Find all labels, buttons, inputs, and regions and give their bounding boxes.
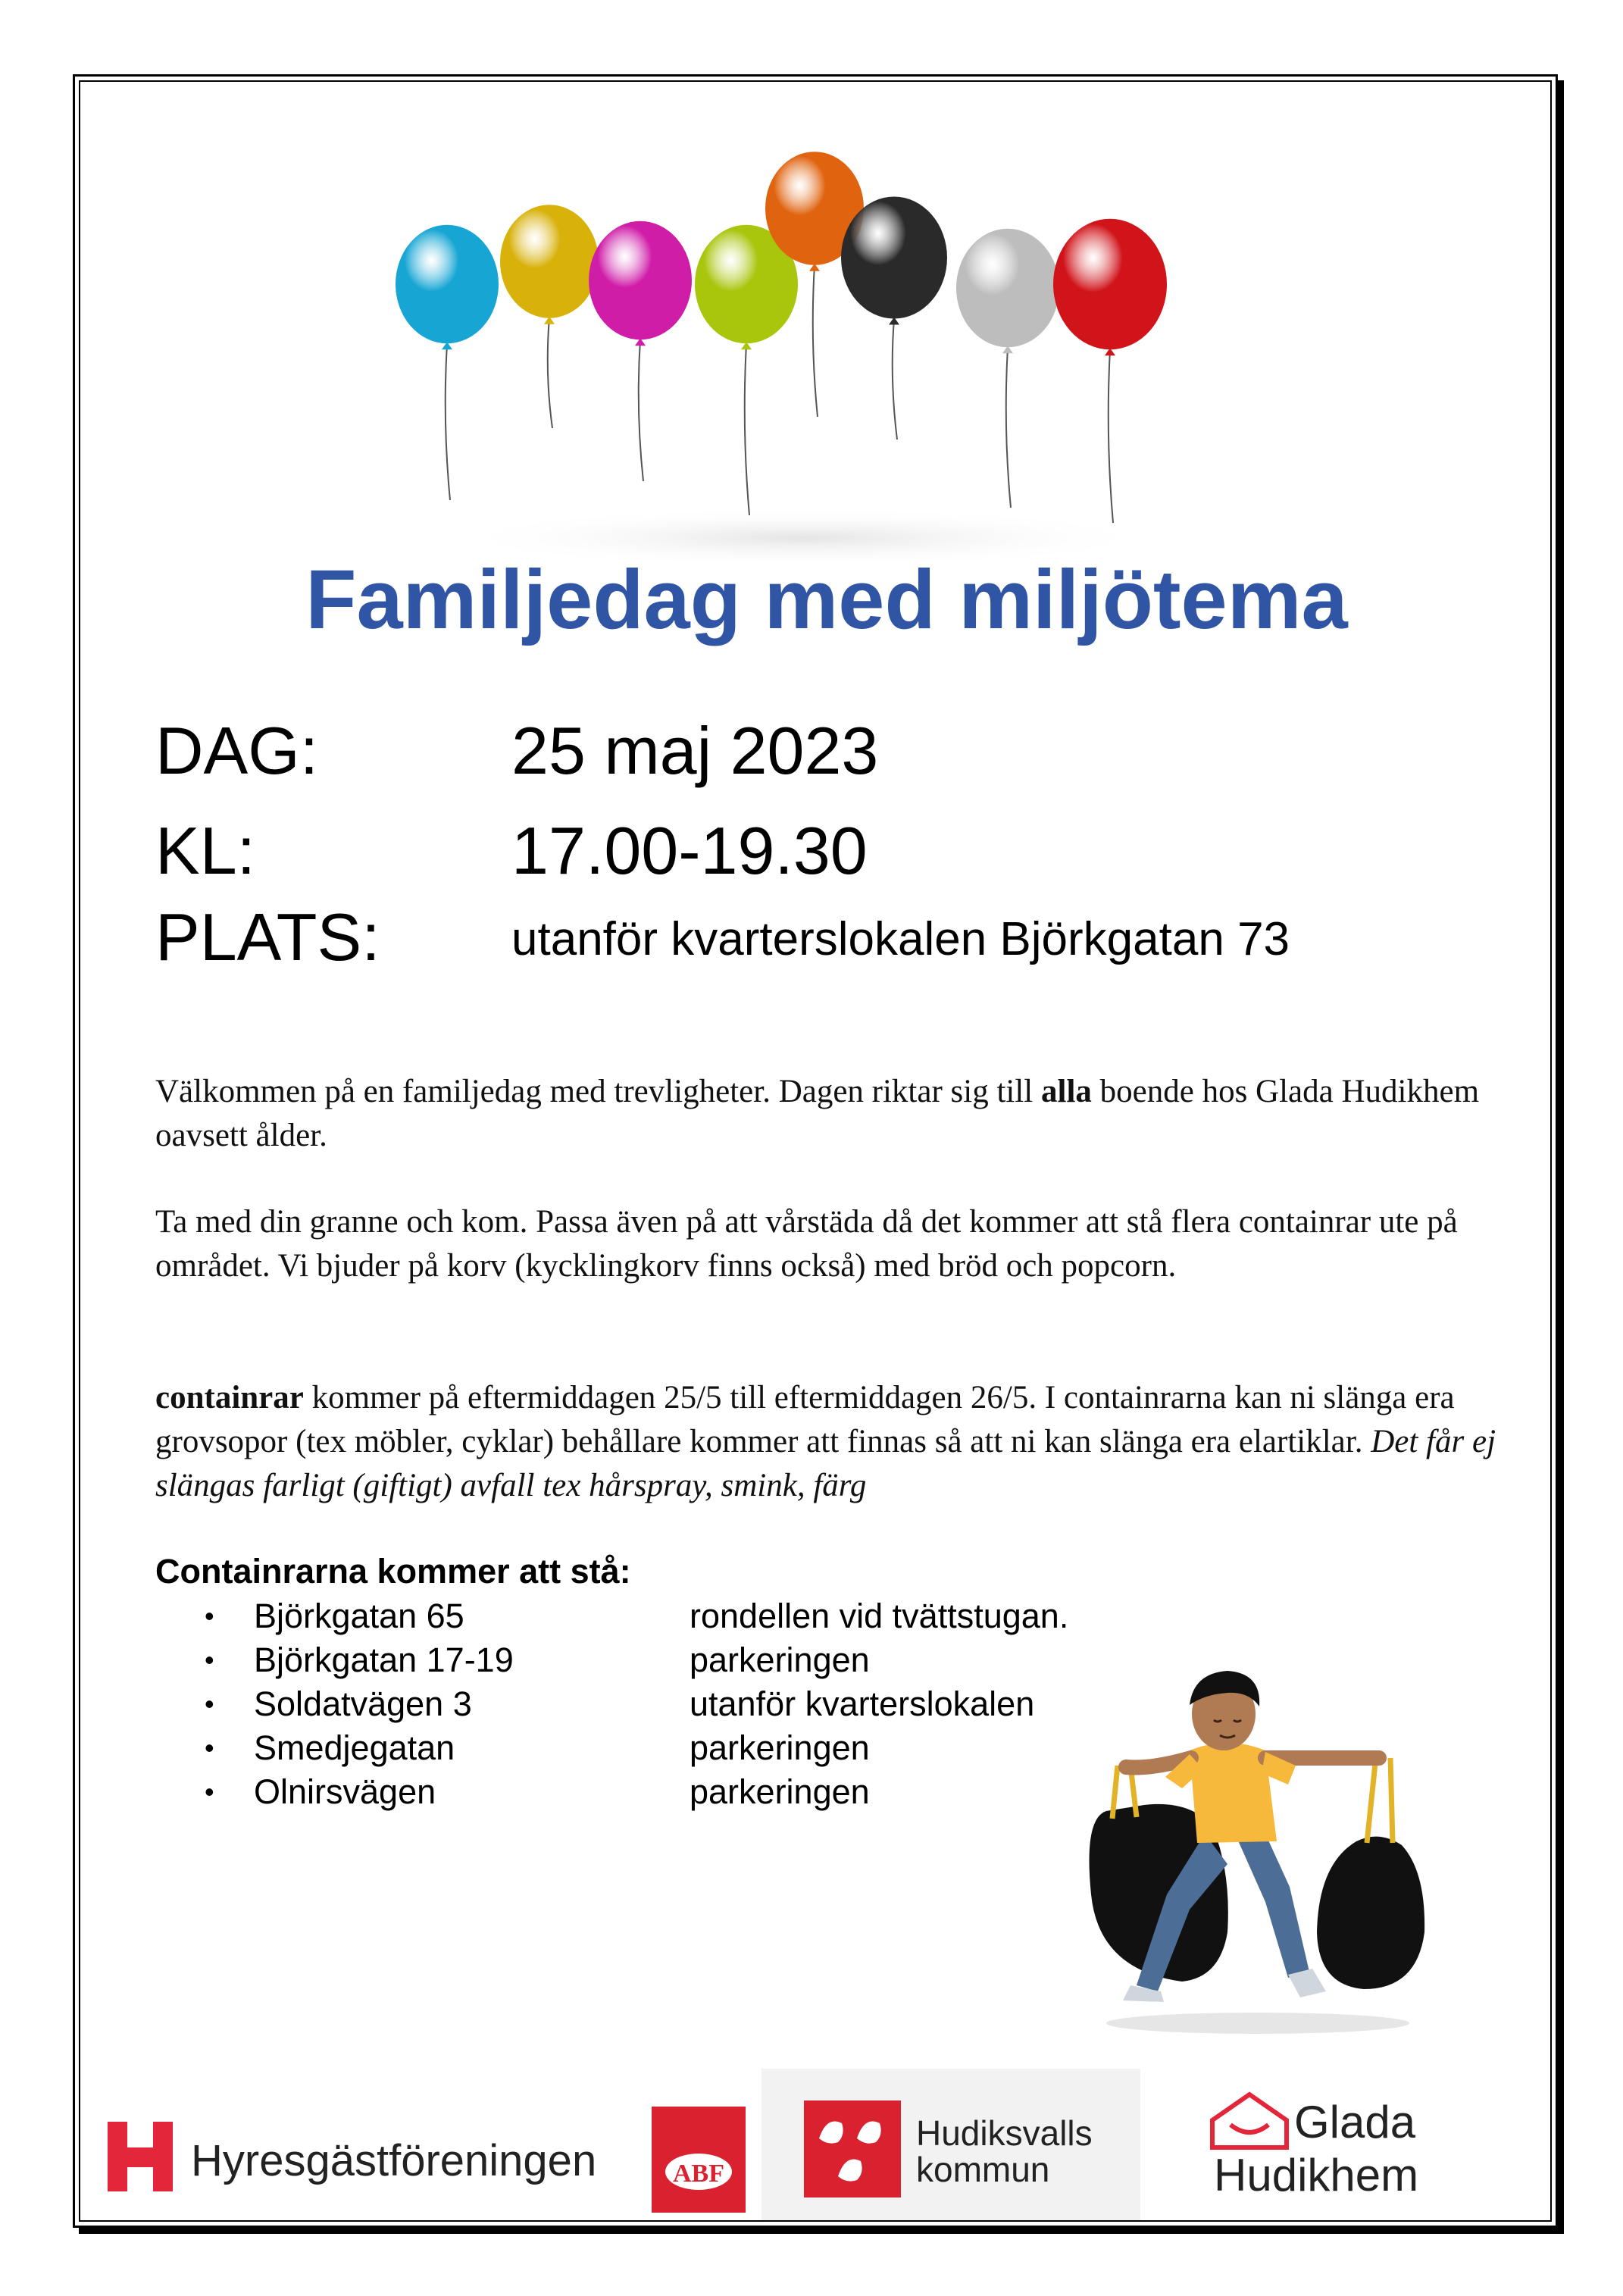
balloon-string — [745, 343, 749, 515]
container-spot: utanför kvarterslokalen — [690, 1684, 1035, 1723]
abf-text: ABF — [673, 2160, 724, 2188]
balloon-string — [639, 339, 643, 481]
containers-list — [205, 1594, 1190, 1814]
container-spot: parkeringen — [690, 1641, 870, 1679]
glada-hudikhem-logo — [1205, 2084, 1493, 2213]
place-label: PLATS: — [155, 899, 380, 974]
balloons-illustration — [379, 136, 1212, 561]
place-value: utanför kvarterslokalen Björkgatan 73 — [511, 913, 1290, 965]
day-label: DAG: — [155, 713, 319, 788]
house-smile-icon — [1208, 2090, 1291, 2151]
balloon — [500, 205, 599, 318]
street-name: Björkgatan 65 — [254, 1597, 464, 1635]
welcome-text-start: Välkommen på en familjedag med trevligheter. Dagen riktar sig till — [155, 1074, 1041, 1109]
hudiksvall-goat-emblem-icon — [804, 2100, 901, 2197]
bullet-icon: • — [205, 1688, 214, 1719]
containers-text-italic: Det får ej slängas farligt (giftigt) avfall tex hårspray, smink, färg — [155, 1424, 1496, 1503]
containers-text: kommer på eftermiddagen 25/5 till eftermiddagen 26/5. I containrarna kan ni slänga era grovsopor (tex möbler, cyklar) behållare kommer att finnas så att ni kan slänga era elartiklar. — [155, 1380, 1455, 1459]
boy-carrying-trash-bags-illustration — [1076, 1644, 1440, 2038]
balloon-string — [548, 318, 552, 428]
street-name: Smedjegatan — [254, 1728, 455, 1767]
glada-text-line2: Hudikhem — [1214, 2150, 1419, 2201]
welcome-text-end: boende hos Glada Hudikhem oavsett ålder. — [155, 1074, 1480, 1153]
day-value: 25 maj 2023 — [511, 713, 879, 788]
list-item — [205, 1770, 1190, 1814]
hudiksvall-text-line2: kommun — [916, 2150, 1050, 2189]
hyresgastforeningen-symbol-icon — [108, 2122, 173, 2191]
street-name: Björkgatan 17-19 — [254, 1641, 514, 1679]
page-title: Familjedag med miljötema — [305, 553, 1348, 646]
balloon — [841, 197, 947, 319]
time-label: KL: — [155, 813, 256, 888]
street-name: Olnirsvägen — [254, 1772, 436, 1811]
list-item — [205, 1682, 1190, 1726]
balloon-string — [813, 265, 818, 417]
hyresgastforeningen-text: Hyresgästföreningen — [191, 2136, 597, 2185]
cleanup-paragraph: Ta med din granne och kom. Passa även på att vårstäda då det kommer att stå flera containrar ute på området. Vi bjuder på korv (kycklingkorv finns också) med bröd och popcorn. — [155, 1204, 1458, 1284]
bullet-icon: • — [205, 1732, 214, 1763]
containers-heading: Containrarna kommer att stå: — [155, 1552, 631, 1591]
list-item — [205, 1726, 1190, 1770]
balloon — [589, 221, 692, 339]
list-item — [205, 1594, 1190, 1638]
containers-paragraph — [155, 1376, 1504, 1508]
container-spot: rondellen vid tvättstugan. — [690, 1597, 1069, 1635]
bullet-icon: • — [205, 1600, 214, 1631]
balloon-string — [446, 343, 450, 500]
balloon-string — [893, 319, 897, 440]
container-spot: parkeringen — [690, 1728, 870, 1767]
welcome-text-bold: alla — [1041, 1074, 1092, 1109]
balloon-string — [1006, 347, 1011, 508]
hudiksvall-text-line1: Hudiksvalls — [916, 2113, 1093, 2153]
glada-text-line1: Glada — [1294, 2097, 1416, 2147]
balloon-string — [1109, 349, 1113, 523]
bullet-icon: • — [205, 1644, 214, 1675]
abf-logo — [652, 2107, 746, 2213]
containers-text-bold: containrar — [155, 1380, 304, 1415]
balloon — [1053, 219, 1167, 350]
goat-heads-icon — [804, 2100, 901, 2197]
street-name: Soldatvägen 3 — [254, 1684, 472, 1723]
balloon — [956, 229, 1059, 347]
welcome-paragraph — [155, 1070, 1504, 1158]
hudiksvalls-kommun-logo — [761, 2069, 1140, 2220]
balloon — [396, 225, 499, 343]
bullet-icon: • — [205, 1776, 214, 1807]
list-item — [205, 1638, 1190, 1682]
time-value: 17.00-19.30 — [511, 813, 868, 888]
container-spot: parkeringen — [690, 1772, 870, 1811]
hyresgastforeningen-logo — [108, 2122, 638, 2197]
